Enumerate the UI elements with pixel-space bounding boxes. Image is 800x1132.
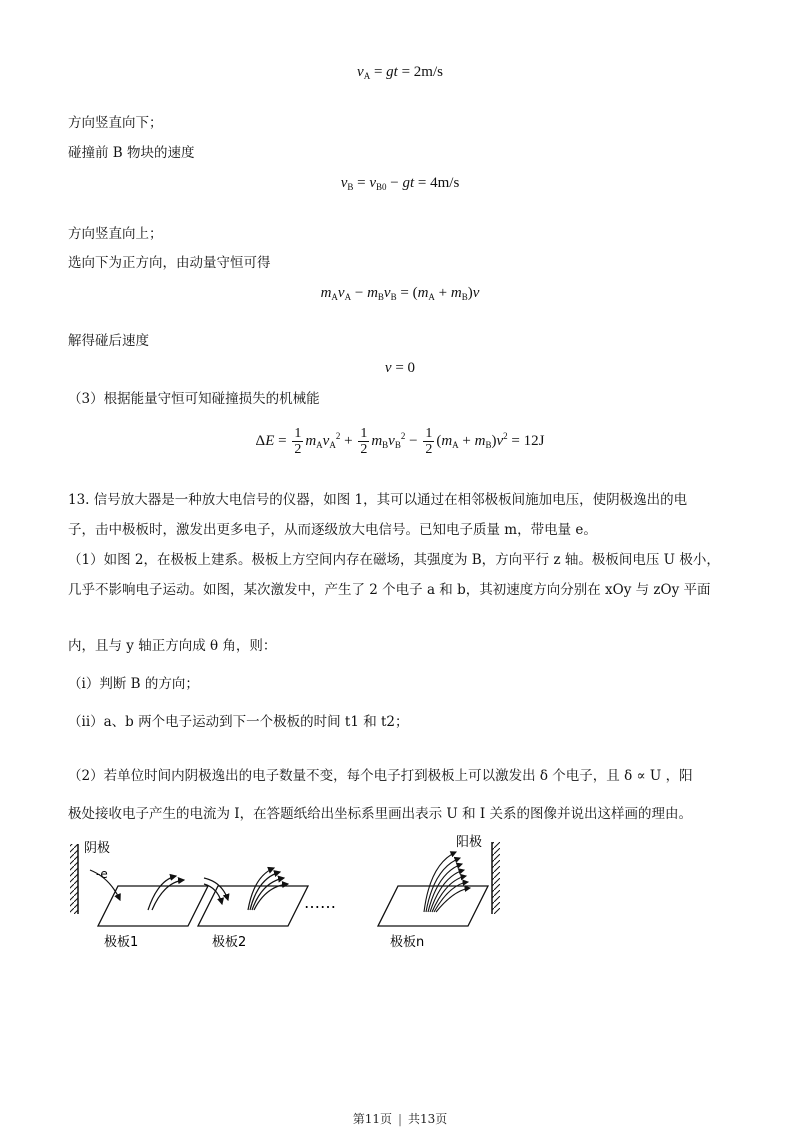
q13-subq-i: （i）判断 B 的方向； xyxy=(68,676,199,692)
equation-vb: $v_B = v_{B0}$ − gt = 4m/s xyxy=(340,175,460,192)
footer-page-number: 第11页 xyxy=(352,1112,392,1126)
equation-momentum: $m_Av_A - m_Bv_B = (m_A + m_B)v$ xyxy=(320,285,480,302)
equation-v-zero: v = 0 xyxy=(384,360,416,376)
q13-part2-line1: （2）若单位时间内阴极逸出的电子数量不变，每个电子打到极板上可以激发出 δ 个电子，且 δ ∝ U ，阳 xyxy=(68,768,693,784)
plate-1-shape xyxy=(98,886,208,926)
text-direction-up: 方向竖直向上； xyxy=(68,226,163,242)
q13-text-line1: 13. 信号放大器是一种放大电信号的仪器，如图 1，其可以通过在相邻极板间施加电压，使阴极逸出的电 xyxy=(68,492,688,508)
q13-part1-line3: 内，且与 y 轴正方向成 θ 角，则： xyxy=(68,638,277,654)
plate-n-label: 极板n xyxy=(390,935,425,950)
electron-label: -e xyxy=(96,867,108,881)
anode-wall xyxy=(492,842,500,914)
plate-1-label: 极板1 xyxy=(104,935,139,950)
equation-va: $v_A$ = gt = 2m/s xyxy=(357,64,443,81)
plate-1-electron-path xyxy=(152,880,184,910)
q13-subq-ii: （ii）a、b 两个电子运动到下一个极板的时间 t1 和 t2； xyxy=(68,714,409,730)
plate-n-electron-path xyxy=(436,888,470,912)
plate-n-shape xyxy=(378,886,488,926)
q13-part1-line1: （1）如图 2，在极板上建系。极板上方空间内存在磁场，其强度为 B，方向平行 z 轴。极板间电压 U 极小， xyxy=(68,552,720,568)
page-footer: 第11页 | 共13页 xyxy=(352,1112,448,1126)
text-direction-down: 方向竖直向下； xyxy=(68,115,163,131)
signal-amplifier-figure xyxy=(68,830,528,960)
cathode-label: 阴极 xyxy=(84,841,111,856)
ellipsis-dots: …… xyxy=(304,893,336,912)
q13-text-line2: 子，击中极板时，激发出更多电子，从而逐级放大电信号。已知电子质量 m，带电量 e。 xyxy=(68,522,597,538)
plate-2-label: 极板2 xyxy=(212,935,247,950)
equation-energy: ΔE = $\frac{1}{2}$ $m_Av_A^2$ + $\frac{1}{2}$ $m_Bv_B^2$ − $\frac{1}{2}$ $(m_A + m_B)v^2 = 12J$ xyxy=(255,426,545,458)
footer-total-pages: 共13页 xyxy=(408,1112,448,1126)
anode-label: 阳极 xyxy=(456,835,483,850)
cathode-wall xyxy=(70,844,78,914)
text-momentum-conservation: 选向下为正方向，由动量守恒可得 xyxy=(68,255,271,271)
q13-part2-line2: 极处接收电子产生的电流为 I，在答题纸给出坐标系里画出表示 U 和 I 关系的图像并说出这样画的理由。 xyxy=(68,806,692,822)
text-b-velocity-before: 碰撞前 B 物块的速度 xyxy=(68,145,195,161)
incoming-electron-path xyxy=(204,884,222,904)
q13-part1-line2: 几乎不影响电子运动。如图，某次激发中，产生了 2 个电子 a 和 b，其初速度方向分别在 xOy 与 zOy 平面 xyxy=(68,582,711,598)
text-energy-loss: （3）根据能量守恒可知碰撞损失的机械能 xyxy=(68,391,320,407)
text-solve-velocity: 解得碰后速度 xyxy=(68,333,149,349)
